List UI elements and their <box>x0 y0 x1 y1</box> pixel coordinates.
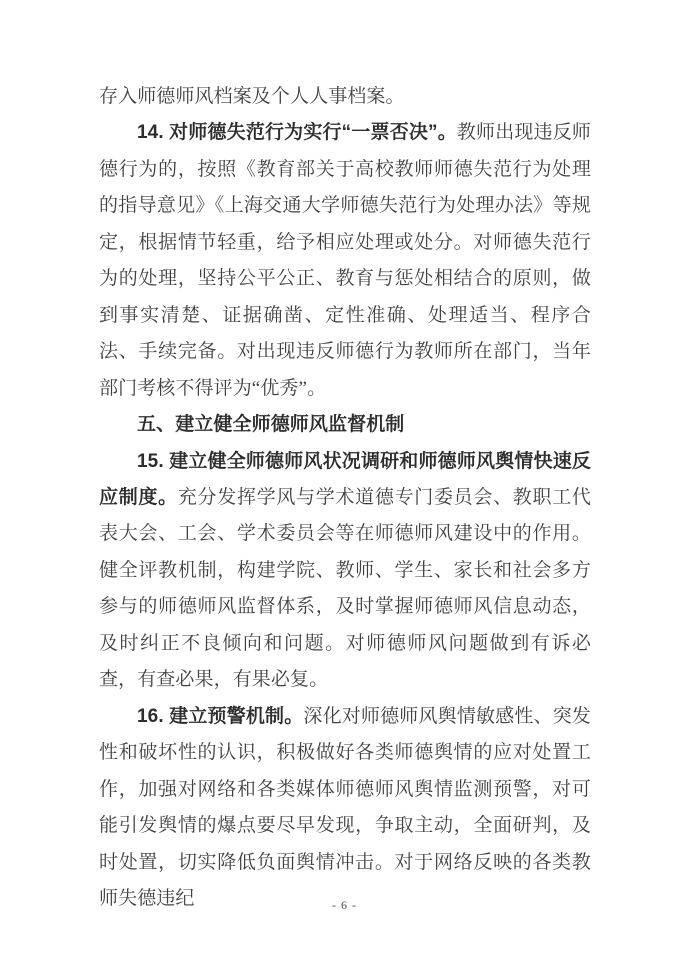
paragraph-lead: 14. 对师德失范行为实行“一票否决”。 <box>137 122 457 144</box>
paragraph-item-16 <box>99 699 591 918</box>
paragraph-item-15 <box>99 444 591 699</box>
paragraph-continuation <box>99 79 591 115</box>
section-heading-text: 五、建立健全师德师风监督机制 <box>137 414 405 436</box>
document-body <box>99 79 591 917</box>
paragraph-text: 深化对师德师风舆情敏感性、突发性和破坏性的认识，积极做好各类师德舆情的应对处置工作，加强对网络和各类媒体师德师风舆情监测预警，对可能引发舆情的爆点要尽早发现，争取主动，全面研判，及时处置，切实降低负面舆情冲击。对于网络反映的各类教师失德违纪 <box>99 705 591 909</box>
paragraph-text: 存入师德师风档案及个人人事档案。 <box>99 86 405 107</box>
paragraph-item-14 <box>99 115 591 407</box>
paragraph-lead: 15. 建立健全师德师风状况调研和师德师风舆情快速反应制度。 <box>99 450 591 508</box>
section-heading-5 <box>99 407 591 443</box>
paragraph-text: 教师出现违反师德行为的，按照《教育部关于高校教师师德失范行为处理的指导意见》《上海交通大学师德失范行为处理办法》等规定，根据情节轻重，给予相应处理或处分。对师德失范行为的处理，坚持公平公正、教育与惩处相结合的原则，做到事实清楚、证据确凿、定性准确、处理适当、程序合法、手续完备。对出现违反师德行为教师所在部门，当年部门考核不得评为“优秀”。 <box>99 122 591 399</box>
paragraph-text: 充分发挥学风与学术道德专门委员会、教职工代表大会、工会、学术委员会等在师德师风建设中的作用。健全评教机制，构建学院、教师、学生、家长和社会多方参与的师德师风监督体系，及时掌握师德师风信息动态，及时纠正不良倾向和问题。对师德师风问题做到有诉必查，有查必果，有果必复。 <box>99 486 591 691</box>
page-number <box>0 898 689 913</box>
page-number-text: - 6 - <box>332 898 357 912</box>
paragraph-lead: 16. 建立预警机制。 <box>137 705 304 727</box>
